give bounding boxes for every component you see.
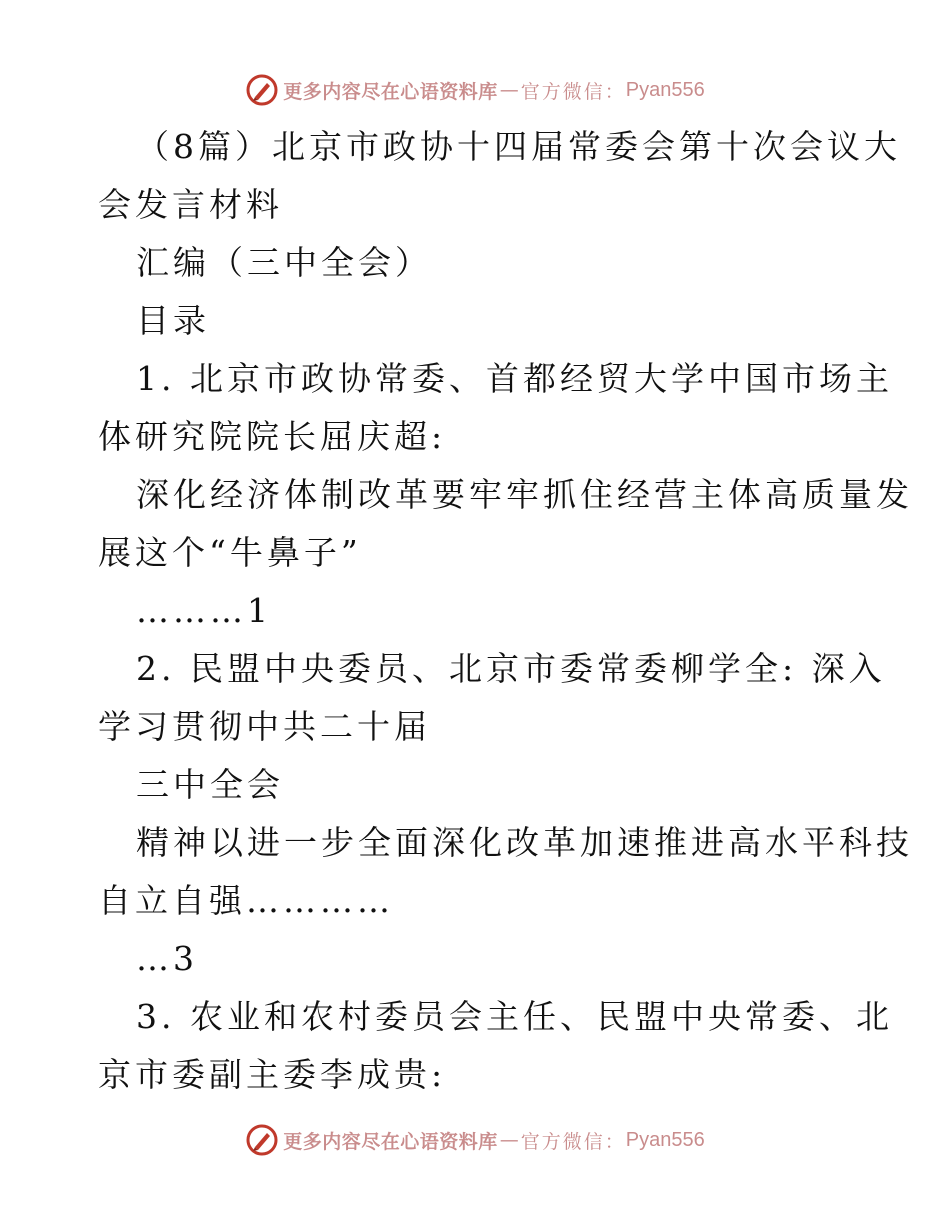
- doc-line: 3. 农业和农村委员会主任、民盟中央常委、北: [136, 997, 893, 1036]
- doc-line: （8篇）北京市政协十四届常委会第十次会议大: [136, 127, 901, 166]
- banner-wechat-id: Pyan556: [625, 78, 705, 101]
- footer-banner: [0, 1120, 950, 1160]
- banner-brand: 更多内容尽在心语资料库: [283, 80, 498, 103]
- doc-line: 会发言材料: [98, 185, 283, 224]
- doc-line: 展这个“牛鼻子”: [98, 533, 362, 572]
- banner-brand: 更多内容尽在心语资料库: [283, 1130, 498, 1153]
- pen-nib-logo-icon: [245, 73, 279, 107]
- doc-line: 学习贯彻中共二十届: [98, 707, 431, 746]
- doc-line: 精神以进一步全面深化改革加速推进高水平科技: [136, 823, 913, 862]
- banner-dash: —: [499, 1129, 519, 1151]
- doc-line: 汇编（三中全会）: [136, 243, 432, 282]
- doc-line: 京市委副主委李成贵:: [98, 1055, 447, 1094]
- doc-line: 深化经济体制改革要牢牢抓住经营主体高质量发: [136, 475, 913, 514]
- doc-line: 体研究院院长屈庆超:: [98, 417, 447, 456]
- doc-line: 1. 北京市政协常委、首都经贸大学中国市场主: [136, 359, 893, 398]
- pen-nib-logo-icon: [245, 1123, 279, 1157]
- banner-dash: —: [499, 79, 519, 101]
- doc-line: ………1: [136, 591, 272, 630]
- doc-line: 自立自强…………: [98, 881, 394, 920]
- banner-wechat-id: Pyan556: [625, 1128, 705, 1151]
- doc-line: 2. 民盟中央委员、北京市委常委柳学全: 深入: [136, 649, 886, 688]
- banner-wechat-label: 官方微信：: [520, 80, 626, 103]
- doc-line: 三中全会: [136, 765, 284, 804]
- header-banner: [0, 70, 950, 110]
- doc-line: 目录: [136, 301, 210, 340]
- banner-wechat-label: 官方微信：: [520, 1130, 626, 1153]
- doc-line: …3: [136, 939, 198, 978]
- document-body: [98, 118, 913, 1104]
